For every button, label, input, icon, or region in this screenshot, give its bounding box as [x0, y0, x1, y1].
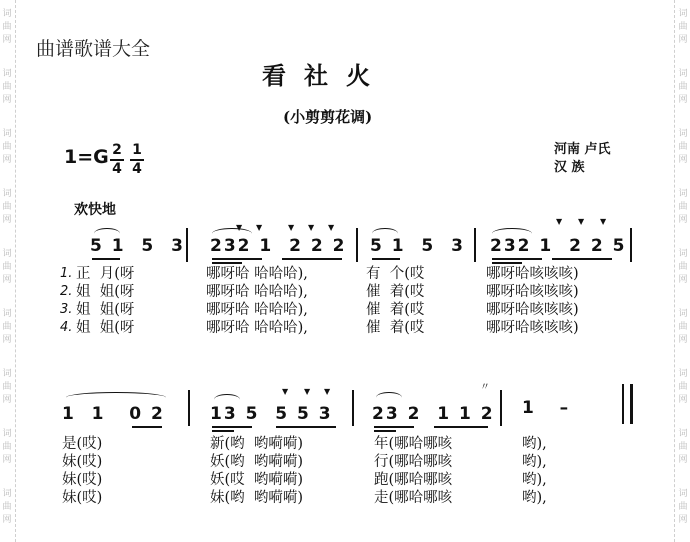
beam-underline — [374, 426, 414, 428]
measure-2-4: 1 – — [522, 398, 571, 418]
beam-underline — [374, 430, 396, 432]
lyric-line2-m1: 妹(哎) — [62, 490, 103, 506]
time-sig-denominator: 4 — [112, 160, 122, 177]
lyric-line1-m4: 哪呀哈咳咳咳) — [486, 320, 579, 336]
beam-underline — [132, 426, 162, 428]
watermark-group: 词 曲 网 — [678, 309, 688, 345]
origin-ethnicity: 汉 族 — [554, 160, 585, 175]
verse-number: 2. — [60, 284, 73, 299]
lyric-line2-m3: 跑(哪哈哪咳 — [374, 472, 453, 488]
lyric-line2-m3: 行(哪哈哪咳 — [374, 454, 453, 470]
time-signature-1-4 — [130, 143, 144, 177]
barline — [188, 390, 190, 426]
slur — [214, 394, 240, 405]
lyric-line1-m1: 正 月(呀 — [76, 266, 135, 282]
slur — [492, 228, 532, 239]
watermark-group: 词 曲 网 — [2, 69, 12, 105]
measure-1-2: 232 1 2 2 2 — [210, 236, 347, 256]
origin-region: 河南 卢氏 — [554, 142, 611, 157]
lyric-line1-m1: 姐 姐(呀 — [76, 284, 135, 300]
lyric-line1-m2: 哪呀哈 哈哈哈), — [206, 266, 308, 282]
accent-mark: ▼ — [556, 217, 563, 226]
barline — [356, 228, 358, 262]
lyric-line2-m3: 走(哪哈哪咳 — [374, 490, 453, 506]
border-left — [15, 0, 17, 542]
lyric-line2-m1: 妹(哎) — [62, 454, 103, 470]
watermark-group: 词 曲 网 — [2, 189, 12, 225]
final-barline-thin — [622, 384, 624, 424]
time-sig-numerator: 1 — [132, 142, 142, 158]
accent-mark: ▼ — [304, 387, 311, 396]
beam-underline — [434, 426, 488, 428]
barline — [474, 228, 476, 262]
accent-mark: ▼ — [288, 223, 295, 232]
lyric-line1-m4: 哪呀哈咳咳咳) — [486, 302, 579, 318]
time-signature-2-4 — [110, 143, 124, 177]
watermark-group: 词 曲 网 — [2, 429, 12, 465]
watermark-group: 词 曲 网 — [2, 369, 12, 405]
watermark-group: 词 曲 网 — [678, 129, 688, 165]
beam-underline — [282, 258, 342, 260]
barline — [186, 228, 188, 262]
lyric-line1-m4: 哪呀哈咳咳咳) — [486, 266, 579, 282]
lyric-line1-m2: 哪呀哈 哈哈哈), — [206, 302, 308, 318]
beam-underline — [372, 258, 400, 260]
lyric-line2-m4: 哟), — [522, 490, 547, 506]
tempo-marking: 欢快地 — [74, 202, 116, 218]
slur — [376, 392, 402, 403]
watermark-group: 词 曲 网 — [678, 189, 688, 225]
accent-mark: ▼ — [236, 223, 243, 232]
lyric-line1-m2: 哪呀哈 哈哈哈), — [206, 320, 308, 336]
watermark-group: 词 曲 网 — [2, 9, 12, 45]
site-label: 曲谱歌谱大全 — [36, 38, 151, 60]
lyric-line1-m2: 哪呀哈 哈哈哈), — [206, 284, 308, 300]
measure-1-4: 232 1 2 2 5 — [490, 236, 627, 256]
beam-underline — [492, 258, 542, 260]
measure-1-1: 5 1 5 3 — [90, 236, 185, 256]
watermark-group: 词 曲 网 — [678, 69, 688, 105]
watermark-group: 词 曲 网 — [2, 129, 12, 165]
barline — [630, 228, 632, 262]
measure-2-2: 13 5 5 5 3 — [210, 404, 333, 424]
beam-underline — [92, 258, 120, 260]
barline — [500, 390, 502, 426]
lyric-line1-m3: 催 着(哎 — [366, 302, 425, 318]
beam-underline — [276, 426, 336, 428]
lyric-line1-m1: 姐 姐(呀 — [76, 302, 135, 318]
border-right — [674, 0, 676, 542]
lyric-line2-m2: 妹(哟 哟嗬嗬) — [210, 490, 304, 506]
time-sig-numerator: 2 — [112, 142, 122, 158]
time-sig-denominator: 4 — [132, 160, 142, 177]
barline — [352, 390, 354, 426]
lyric-line2-m1: 是(哎) — [62, 436, 103, 452]
accent-mark: ▼ — [308, 223, 315, 232]
lyric-line2-m4: 哟), — [522, 454, 547, 470]
beam-underline — [212, 258, 262, 260]
verse-number: 4. — [60, 320, 73, 335]
watermark-group: 词 曲 网 — [678, 429, 688, 465]
final-barline-thick — [630, 384, 633, 424]
lyric-line2-m2: 妖(哟 哟嗬嗬) — [210, 454, 304, 470]
watermark-group: 词 曲 网 — [2, 309, 12, 345]
lyric-line2-m1: 妹(哎) — [62, 472, 103, 488]
lyric-line2-m3: 年(哪哈哪咳 — [374, 436, 453, 452]
key-signature: 1=G — [64, 146, 109, 168]
song-subtitle: (小剪剪花调) — [283, 108, 373, 126]
lyric-line2-m2: 妖(哎 哟嗬嗬) — [210, 472, 304, 488]
lyric-line1-m3: 催 着(哎 — [366, 284, 425, 300]
watermark-group: 词 曲 网 — [678, 489, 688, 525]
watermark-group: 词 曲 网 — [2, 489, 12, 525]
slur — [212, 228, 252, 239]
verse-number: 3. — [60, 302, 73, 317]
lyric-line1-m3: 有 个(哎 — [366, 266, 425, 282]
watermark-strip-left — [0, 0, 14, 542]
beam-underline — [492, 262, 522, 264]
watermark-group: 词 曲 网 — [678, 9, 688, 45]
beam-underline — [212, 262, 242, 264]
lyric-line2-m4: 哟), — [522, 472, 547, 488]
slur — [372, 228, 398, 239]
trill-mark: 〃 — [480, 382, 490, 393]
lyric-line2-m4: 哟), — [522, 436, 547, 452]
watermark-strip-right — [676, 0, 690, 542]
beam-underline — [212, 426, 252, 428]
watermark-group: 词 曲 网 — [678, 249, 688, 285]
slur — [94, 228, 120, 239]
lyric-line1-m3: 催 着(哎 — [366, 320, 425, 336]
lyric-line2-m2: 新(哟 哟嗬嗬) — [210, 436, 304, 452]
song-title: 看社火 — [262, 61, 388, 90]
measure-2-1: 1 1 0 2 — [62, 404, 165, 424]
slur — [66, 392, 166, 403]
accent-mark: ▼ — [578, 217, 585, 226]
measure-2-3: 23 2 1 1 2 — [372, 404, 495, 424]
accent-mark: ▼ — [328, 223, 335, 232]
accent-mark: ▼ — [324, 387, 331, 396]
accent-mark: ▼ — [256, 223, 263, 232]
lyric-line1-m1: 姐 姐(呀 — [76, 320, 135, 336]
accent-mark: ▼ — [600, 217, 607, 226]
beam-underline — [212, 430, 234, 432]
lyric-line1-m4: 哪呀哈咳咳咳) — [486, 284, 579, 300]
watermark-group: 词 曲 网 — [678, 369, 688, 405]
verse-number: 1. — [60, 266, 73, 281]
accent-mark: ▼ — [282, 387, 289, 396]
beam-underline — [552, 258, 612, 260]
measure-1-3: 5 1 5 3 — [370, 236, 465, 256]
watermark-group: 词 曲 网 — [2, 249, 12, 285]
